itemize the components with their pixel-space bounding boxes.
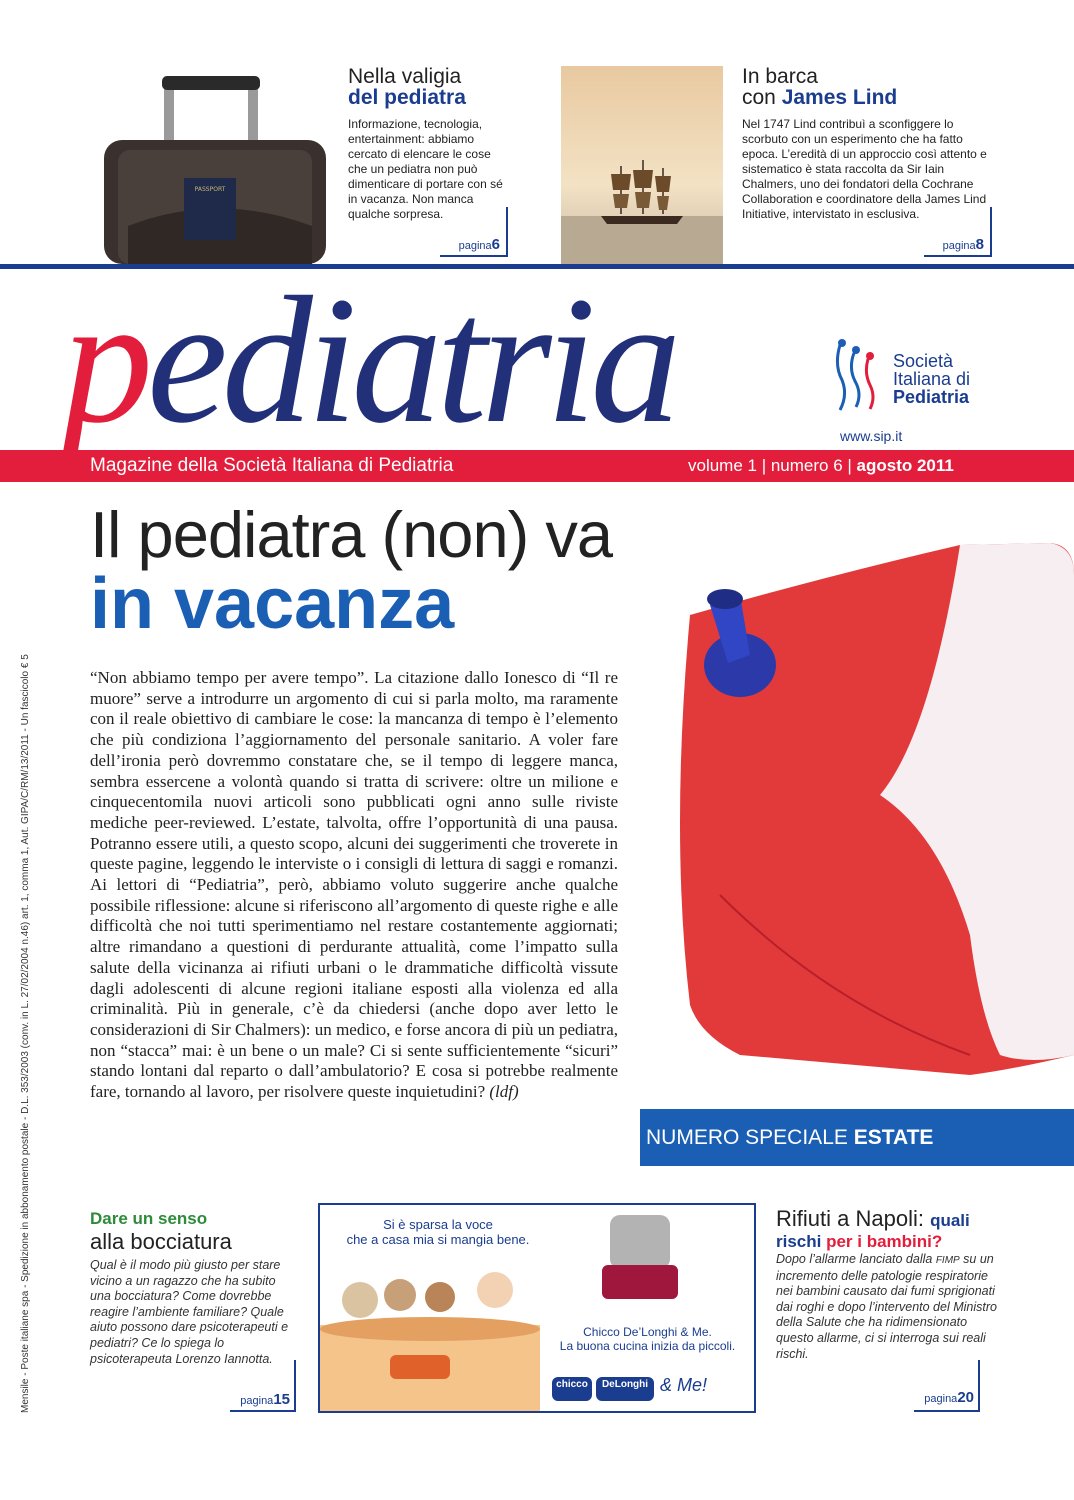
ad-bubble-line1: Si è sparsa la voce (383, 1217, 493, 1232)
page-number: 8 (975, 236, 984, 253)
page-label: pagina (924, 1393, 958, 1405)
masthead-first-letter: p (62, 260, 147, 461)
page-label: pagina (240, 1395, 274, 1407)
postal-notice: Mensile - Poste italiane spa - Spedizione in abbonamento postale - D.L. 353/2003 (conv. in L. 27/02/2004 n.46) art. 1, comma 1, Aut. GIPA/C/RM/13/2011 - Un fascicolo € 5 (20, 654, 31, 1413)
page-label: pagina (942, 240, 976, 252)
page-number: 15 (273, 1391, 290, 1408)
bottom-right-text (776, 1252, 998, 1362)
bottom-right-title-bold2: rischi (776, 1232, 827, 1251)
teaser-right-title-line1: In barca (742, 65, 818, 88)
special-light: NUMERO SPECIALE (646, 1126, 854, 1149)
teaser-left-text: Informazione, tecnologia, entertainment: abbiamo cercato di elencare le cose che un pediatra non può dimenticare di portare con sé in vacanza. Non manca qualche sorpresa. (348, 117, 503, 221)
bottom-left-text: Qual è il modo più giusto per stare vicino a un ragazzo che ha subito una bocciatura? Come dovrebbe reagire l’ambiente familiare? Quale aiuto possono dare psicoterapeuti e pediatri? Ce lo spiega lo psicoterapeuta Lorenzo Iannotta. (90, 1258, 289, 1366)
sip-name-line3: Pediatria (893, 387, 970, 407)
bottom-right-title-bold1: quali (930, 1211, 970, 1230)
bottom-right-title-main: Rifiuti a Napoli (776, 1206, 918, 1231)
ship-photo (561, 66, 723, 264)
teaser-left-title-line1: Nella valigia (348, 65, 462, 88)
masthead-rest: ediatria (147, 260, 676, 461)
red-band-left (0, 450, 62, 482)
bottom-left-title-green: Dare un senso (90, 1209, 208, 1228)
advertisement[interactable] (318, 1203, 756, 1413)
teaser-right-title-con: con (742, 86, 782, 109)
article-body (90, 668, 618, 1103)
page-number: 6 (491, 236, 500, 253)
special-bold: ESTATE (853, 1126, 934, 1149)
ad-tagline (545, 1325, 750, 1353)
headline-line2: in vacanza (90, 564, 455, 644)
sip-name-line2: Italiana di (893, 369, 971, 389)
ad-tagline-line1: Chicco De’Longhi & Me. (583, 1325, 712, 1339)
article-text: “Non abbiamo tempo per avere tempo”. La citazione dallo Ionesco di “Il re muore” serve a introdurre un argomento di cui si parla molto, ma raramente con il reale obiettivo di cambiare le cose: la mancanza di tempo è l’elemento che più condiziona l’aggiornamento del personale sanitario. A voler fare dell’ironia però dovremmo constatare che, se il tempo di leggere manca, sembra essercene a volontà quando si tratta di scrivere: oltre un milione e cinquecentomila nuovi articoli sono pubblicati ogni anno sulle riviste mediche peer-reviewed. L’estate, talvolta, offre l’opportunità di una pausa. Potranno essere utili, a questo scopo, alcuni dei suggerimenti che troverete in queste pagine, leggendo le interviste o i consigli di lettura di saggi e romanzi. Ai lettori di “Pediatria”, però, abbiamo voluto suggerire anche qualche possibile riflessione: alcune si riferiscono all’argomento di queste righe e alle difficoltà che noi tutti sperimentiamo nel restare costantemente aggiornati; altre rimandano a questioni di perdurante attualità, come l’impatto sulla salute della vicinanza ai rifiuti urbani o le drammatiche difficoltà vissute dagli adolescenti di alcune regioni italiane esposti alla violenza ed alla criminalità. Più in generale, c’è da chiedersi (anche dopo aver letto le considerazioni di Sir Chalmers): un medico, e forse ancora di più un pediatra, non “stacca” mai: è un bene o un male? Ci si sente sufficientemente “sicuri” stando lontani dal reparto o dall’ambulatorio? E cosa si potrebbe realmente fare, tornando al lavoro, per risolvere queste inquietudini? (90, 668, 618, 1102)
bottom-right-text-b: su un incremento delle patologie respiratorie nei bambini causato dai fumi sprigionati dai roghi e dopo l’intervento del Ministro della Salute che ha ridimensionato questo allarme, ci si interroga sui reali rischi. (776, 1252, 997, 1361)
teaser-left-title (348, 66, 466, 108)
teaser-left-title-line2: del pediatra (348, 86, 466, 109)
article-signature: (ldf) (489, 1082, 519, 1102)
bottom-right-title-red: per i bambini? (826, 1232, 943, 1251)
masthead-subtitle: Magazine della Società Italiana di Pediatria (90, 455, 454, 476)
headline-line1: Il pediatra (non) va (90, 498, 612, 571)
sip-name-line1: Società (893, 351, 954, 371)
armband-image (630, 535, 1074, 1085)
ad-tagline-line2: La buona cucina inizia da piccoli. (559, 1339, 736, 1353)
special-issue-banner (640, 1109, 1074, 1166)
bottom-right-text-fimp: FIMP (935, 1255, 960, 1266)
ad-bubble-line2: che a casa mia si mangia bene. (346, 1232, 530, 1247)
teaser-right-page-link[interactable] (904, 236, 984, 253)
sip-name (893, 352, 970, 406)
bottom-right-page-link[interactable] (894, 1389, 974, 1406)
ad-logo-me: & Me! (660, 1375, 708, 1395)
teaser-right-title (742, 66, 897, 108)
teaser-right-title-name: James Lind (781, 86, 898, 109)
sip-url-link[interactable]: www.sip.it (840, 428, 903, 444)
issue-volume: volume 1 | numero 6 | (688, 456, 857, 475)
masthead-logo (62, 260, 676, 461)
ad-logo-delonghi: DeLonghi (601, 1379, 649, 1390)
sip-logo-icon (830, 335, 890, 415)
bottom-left-title-main: alla bocciatura (90, 1229, 232, 1254)
page-number: 20 (957, 1389, 974, 1406)
passport-label: PASSPORT (194, 186, 226, 193)
bottom-right-title (776, 1206, 1066, 1252)
teaser-left-page-link[interactable] (420, 236, 500, 253)
bottom-left-page-link[interactable] (210, 1391, 290, 1408)
issue-info (688, 450, 954, 482)
bottom-right-title-colon: : (917, 1206, 931, 1231)
page-label: pagina (458, 240, 492, 252)
suitcase-image (98, 66, 330, 264)
issue-date: agosto 2011 (856, 456, 954, 475)
ad-speech-bubble (328, 1217, 548, 1247)
ad-logo-chicco: chicco (556, 1379, 588, 1390)
bottom-left-title (90, 1209, 232, 1255)
bottom-right-text-a: Dopo l’allarme lanciato dalla (776, 1252, 936, 1266)
teaser-right-text: Nel 1747 Lind contribuì a sconfiggere lo scorbuto con un esperimento che ha fatto epoca. L’eredità di un approccio così attento e sistematico è stata raccolta da Sir Iain Chalmers, uno dei fondatori della Cochrane Collaboration e coordinatore della James Lind Initiative, intervistato in esclusiva. (742, 117, 987, 221)
